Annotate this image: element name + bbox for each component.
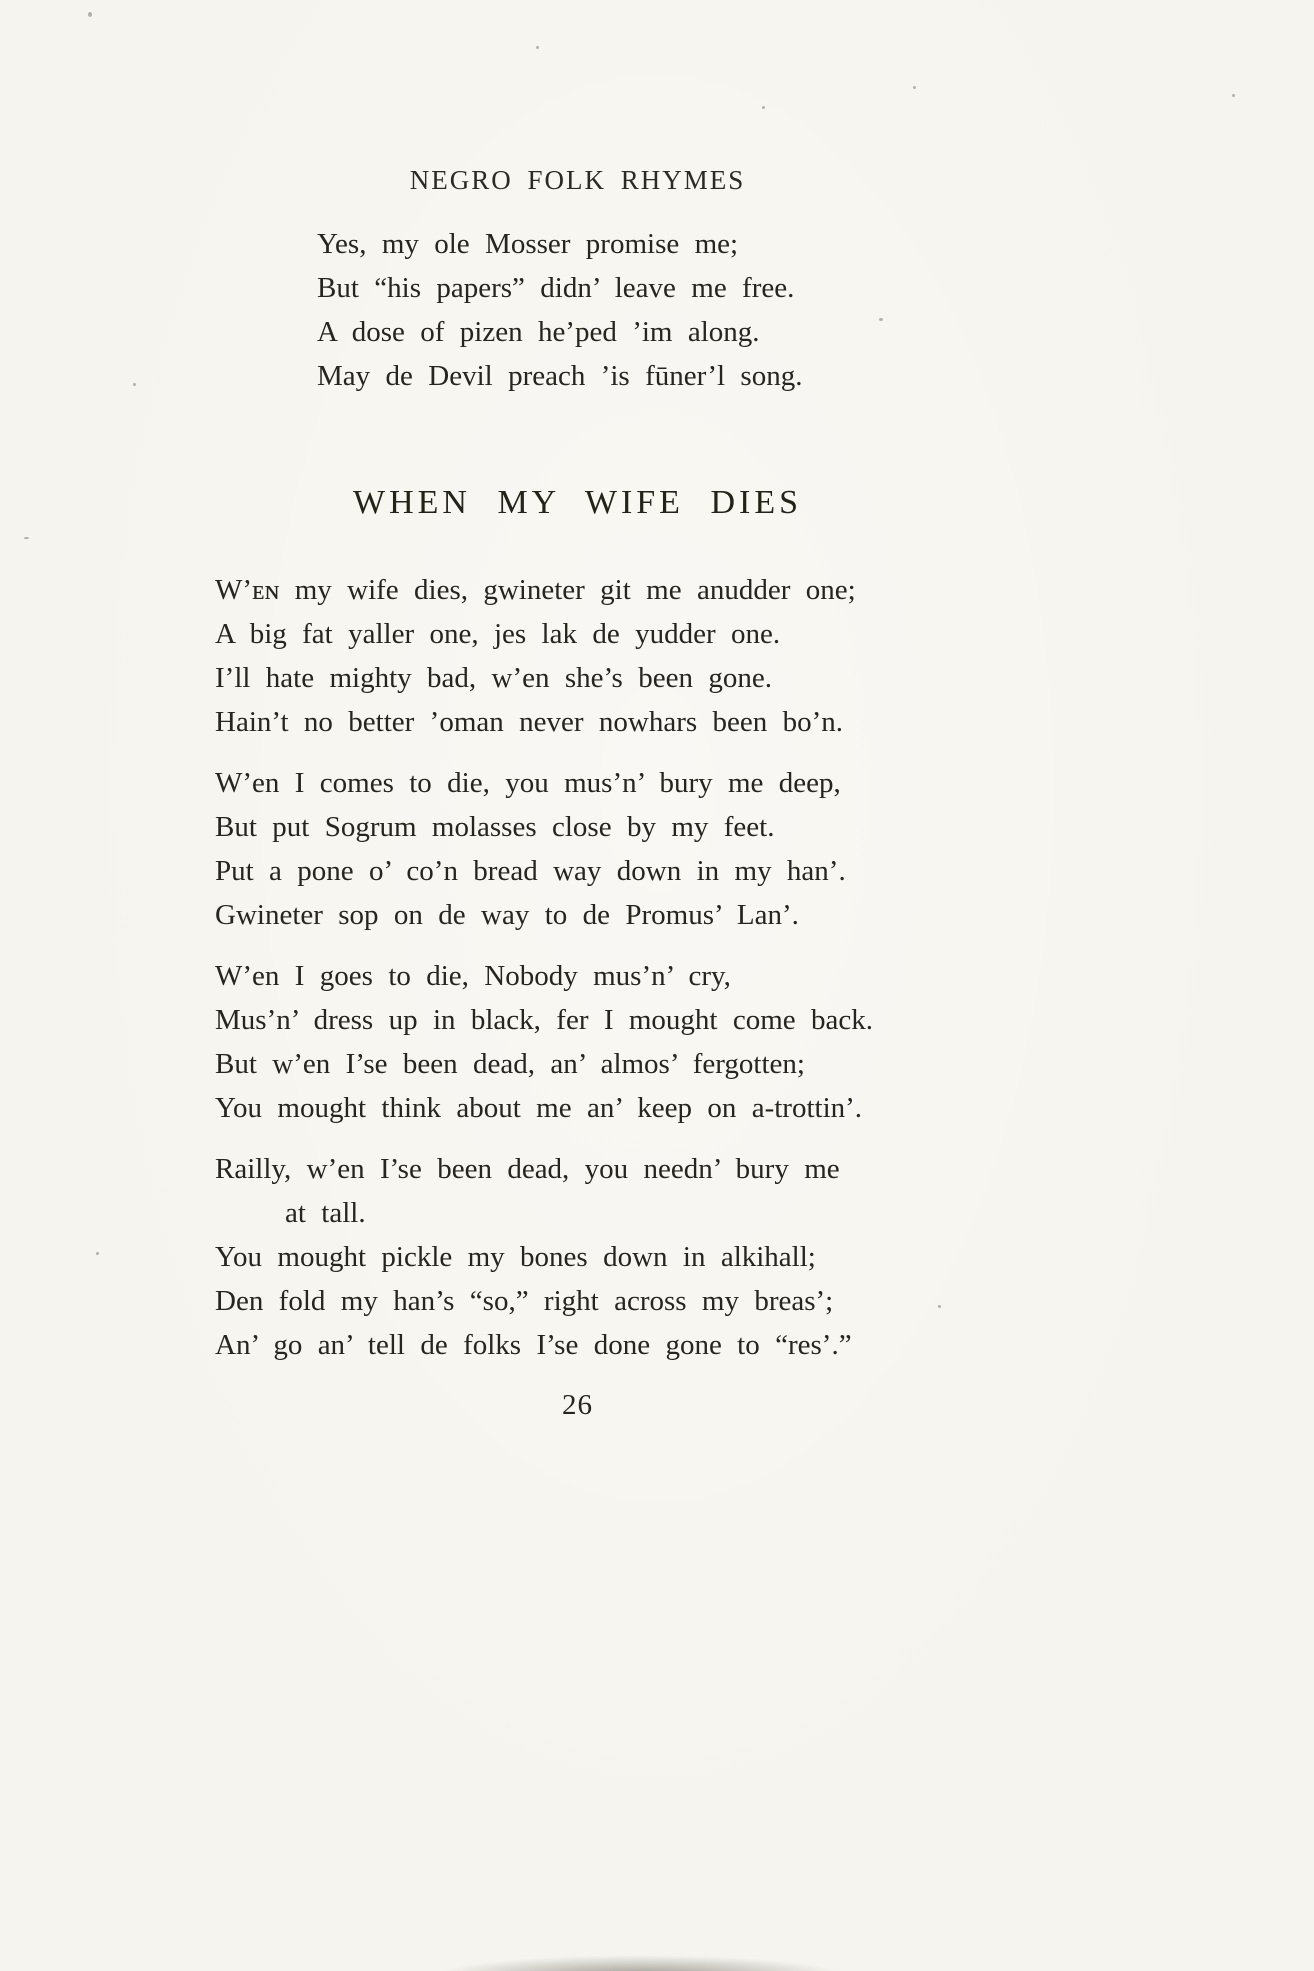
poem-line: Put a pone o’ co’n bread way down in my han’.: [215, 855, 846, 887]
scan-speck: [133, 383, 136, 386]
poem-line: A dose of pizen he’ped ’im along.: [317, 316, 760, 348]
poem-line: W’en I goes to die, Nobody mus’n’ cry,: [215, 960, 731, 992]
scan-speck: [1232, 94, 1235, 97]
previous-poem-last-stanza: [317, 222, 940, 398]
poem-line: But “his papers” didn’ leave me free.: [317, 272, 795, 304]
page-content: [215, 165, 940, 1422]
poem-title: WHEN MY WIFE DIES: [352, 484, 803, 521]
poem-line: A big fat yaller one, jes lak de yudder one.: [215, 618, 781, 650]
scan-speck: [96, 1252, 99, 1255]
scan-speck: [938, 1305, 941, 1308]
poem-line-wrapped: at tall.: [285, 1197, 366, 1229]
poem-line: Railly, w’en I’se been dead, you needn’ bury me: [215, 1153, 840, 1185]
poem-line: W’en I comes to die, you mus’n’ bury me deep,: [215, 767, 841, 799]
poem-line: W’ᴇɴ my wife dies, gwineter git me anudder one;: [215, 574, 856, 606]
scan-speck: [879, 318, 883, 321]
poem-line: Gwineter sop on de way to de Promus’ Lan’.: [215, 899, 799, 931]
poem-line: An’ go an’ tell de folks I’se done gone to “res’.”: [215, 1329, 852, 1361]
poem-line: May de Devil preach ’is fūner’l song.: [317, 360, 803, 392]
stanza-4: [215, 1147, 940, 1367]
scan-speck: [536, 46, 539, 49]
scan-speck: [913, 86, 916, 89]
poem-line: But put Sogrum molasses close by my feet.: [215, 811, 775, 843]
scan-edge-smudge: [430, 1955, 850, 1971]
running-head: NEGRO FOLK RHYMES: [409, 165, 746, 195]
stanza-1: [215, 568, 940, 744]
poem-line: You mought think about me an’ keep on a-trottin’.: [215, 1092, 863, 1124]
scan-speck: [762, 106, 765, 109]
stanza-2: [215, 761, 940, 937]
poem-line: Hain’t no better ’oman never nowhars been bo’n.: [215, 706, 844, 738]
page-number: 26: [562, 1389, 593, 1421]
scan-speck: [24, 537, 29, 539]
poem-line: I’ll hate mighty bad, w’en she’s been gone.: [215, 662, 772, 694]
stanza-3: [215, 954, 940, 1130]
poem-line: But w’en I’se been dead, an’ almos’ fergotten;: [215, 1048, 805, 1080]
poem-line: You mought pickle my bones down in alkihall;: [215, 1241, 816, 1273]
poem-line: Den fold my han’s “so,” right across my breas’;: [215, 1285, 834, 1317]
poem-line: Yes, my ole Mosser promise me;: [317, 228, 739, 260]
scan-speck: [88, 12, 92, 17]
poem-line: Mus’n’ dress up in black, fer I mought come back.: [215, 1004, 874, 1036]
